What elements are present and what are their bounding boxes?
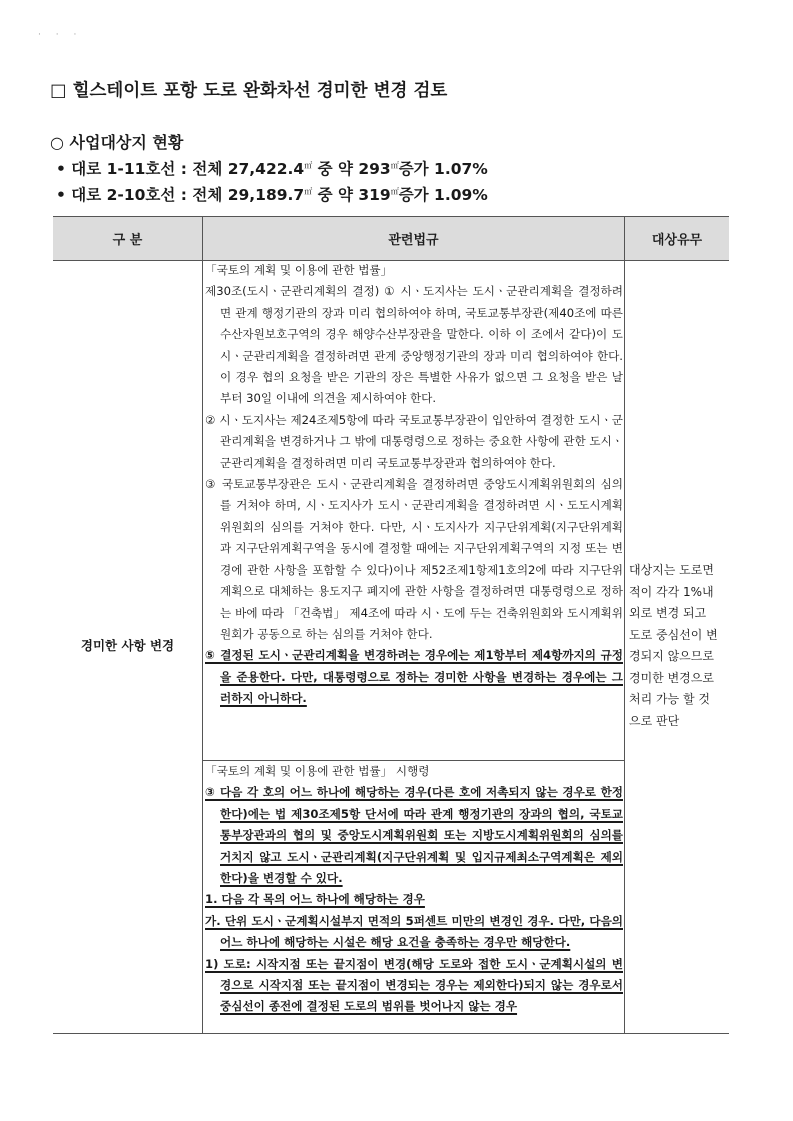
bullet-text: • 대로 1-11호선 : 전체 27,422.4	[56, 160, 305, 178]
column-header-law: 관련법규	[203, 216, 624, 260]
law-decree-item-1a-wrap	[205, 954, 623, 1018]
scan-specks: · · ·	[38, 30, 83, 40]
column-header-applicable: 대상유무	[625, 216, 729, 260]
result-line: 외로 변경 되고	[629, 606, 707, 620]
bullet-text: 증가 1.07%	[398, 160, 488, 178]
result-line: 으로 판단	[629, 713, 680, 728]
column-divider	[202, 216, 203, 1034]
law-article-30-p2: ② 시ㆍ도지사는 제24조제5항에 따라 국토교통부장관이 입안하여 결정한 도시ㆍ군관리계획을 변경하거나 그 밖에 대통령령으로 정하는 중요한 사항에 관한 도시ㆍ군관리계획을 결정하려면 미리 국토교통부장관과 협의하여야 한다.	[205, 412, 623, 470]
section-title: ○ 사업대상지 현황	[50, 133, 184, 152]
unit-sqm: ㎡	[304, 187, 313, 196]
review-table	[53, 216, 729, 1034]
applicability-cell	[629, 560, 726, 732]
law-act-block	[205, 260, 623, 710]
result-line: 경미한 변경으로	[629, 670, 714, 685]
unit-sqm: ㎡	[390, 187, 399, 196]
column-header-category: 구 분	[53, 216, 202, 260]
law-article-30-p5-wrap	[205, 645, 623, 709]
bullet-text: • 대로 2-10호선 : 전체 29,189.7	[56, 186, 305, 204]
result-line: 처리 가능 할 것	[629, 692, 710, 706]
law-article-30-p1: 제30조(도시ㆍ군관리계획의 결정) ① 시ㆍ도지사는 도시ㆍ군관리계획을 결정하려면 관계 행정기관의 장과 미리 협의하여야 하며, 국토교통부장관(제40조에 따른 수산자원보호구역의 경우 해양수산부장관을 말한다. 이하 이 조에서 같다)이 도시ㆍ군관리계획을 결정하려면 관계 중앙행정기관의 장과 미리 협의하여야 한다. 이 경우 협의 요청을 받은 기관의 장은 특별한 사유가 없으면 그 요청을 받은 날부터 30일 이내에 의견을 제시하여야 한다.	[205, 284, 623, 406]
law-decree-heading: 「국토의 계획 및 이용에 관한 법률」 시행령	[205, 764, 430, 778]
result-line: 경되지 않으므로	[629, 649, 714, 663]
law-article-30-p3: ③ 국토교통부장관은 도시ㆍ군관리계획을 결정하려면 중앙도시계획위원회의 심의를 거쳐야 하며, 시ㆍ도지사가 도시ㆍ군관리계획을 결정하려면 시ㆍ도도시계획위원회의 심의를 거쳐야 한다. 다만, 시ㆍ도지사가 지구단위계획(지구단위계획과 지구단위계획구역을 동시에 결정할 때에는 지구단위계획구역의 지정 또는 변경에 관한 사항을 포함할 수 있다)이나 제52조제1항제1호의2에 따라 지구단위계획으로 대체하는 용도지구 폐지에 관한 사항을 결정하려면 대통령령으로 정하는 바에 따라 「건축법」 제4조에 따라 시ㆍ도에 두는 건축위원회와 도시계획위원회가 공동으로 하는 심의를 거쳐야 한다.	[205, 477, 623, 641]
unit-sqm: ㎡	[304, 161, 313, 170]
law-decree-item-ga-wrap	[205, 911, 623, 954]
table-border-top	[53, 216, 729, 217]
law-decree-item1: 1. 다음 각 목의 어느 하나에 해당하는 경우	[205, 892, 425, 907]
result-line: 대상지는 도로면	[629, 563, 714, 577]
column-divider	[624, 216, 625, 1034]
category-cell: 경미한 사항 변경	[80, 638, 175, 653]
bullet-road-2-10	[56, 183, 488, 205]
law-decree-p3-wrap	[205, 782, 623, 889]
bullet-road-1-11	[56, 157, 488, 179]
law-article-30-p5: ⑤ 결정된 도시ㆍ군관리계획을 변경하려는 경우에는 제1항부터 제4항까지의 규정을 준용한다. 다만, 대통령령으로 정하는 경미한 사항을 변경하는 경우에는 그러하지 아니하다.	[205, 648, 623, 706]
table-border-bottom	[53, 1033, 729, 1034]
law-decree-block	[205, 761, 623, 1018]
law-decree-p3: ③ 다음 각 호의 어느 하나에 해당하는 경우(다른 호에 저촉되지 않는 경우로 한정한다)에는 법 제30조제5항 단서에 따라 관계 행정기관의 장과의 협의, 국토교통부장관과의 협의 및 중앙도시계획위원회 또는 지방도시계획위원회의 심의를 거치지 않고 도시ㆍ군관리계획(지구단위계획 및 입지규제최소구역계획은 제외한다)을 변경할 수 있다.	[205, 785, 623, 886]
law-decree-item-ga: 가. 단위 도시ㆍ군계획시설부지 면적의 5퍼센트 미만의 변경인 경우. 다만, 다음의 어느 하나에 해당하는 시설은 해당 요건을 충족하는 경우만 해당한다.	[205, 913, 623, 950]
law-act-heading: 「국토의 계획 및 이용에 관한 법률」	[205, 263, 393, 277]
result-line: 도로 중심선이 변	[629, 627, 718, 642]
bullet-text: 증가 1.09%	[398, 186, 488, 204]
unit-sqm: ㎡	[390, 161, 399, 170]
bullet-text: 중 약 319	[312, 186, 391, 204]
law-decree-item1-wrap	[205, 889, 623, 910]
law-decree-item-1a: 1) 도로: 시작지점 또는 끝지점이 변경(해당 도로와 접한 도시ㆍ군계획시설의 변경으로 시작지점 또는 끝지점이 변경되는 경우는 제외한다)되지 않는 경우로서 중심선이 종전에 결정된 도로의 범위를 벗어나지 않는 경우	[205, 956, 623, 1014]
page-title: □ 힐스테이트 포항 도로 완화차선 경미한 변경 검토	[50, 81, 448, 101]
bullet-text: 중 약 293	[312, 160, 391, 178]
result-line: 적이 각각 1%내	[629, 584, 714, 599]
